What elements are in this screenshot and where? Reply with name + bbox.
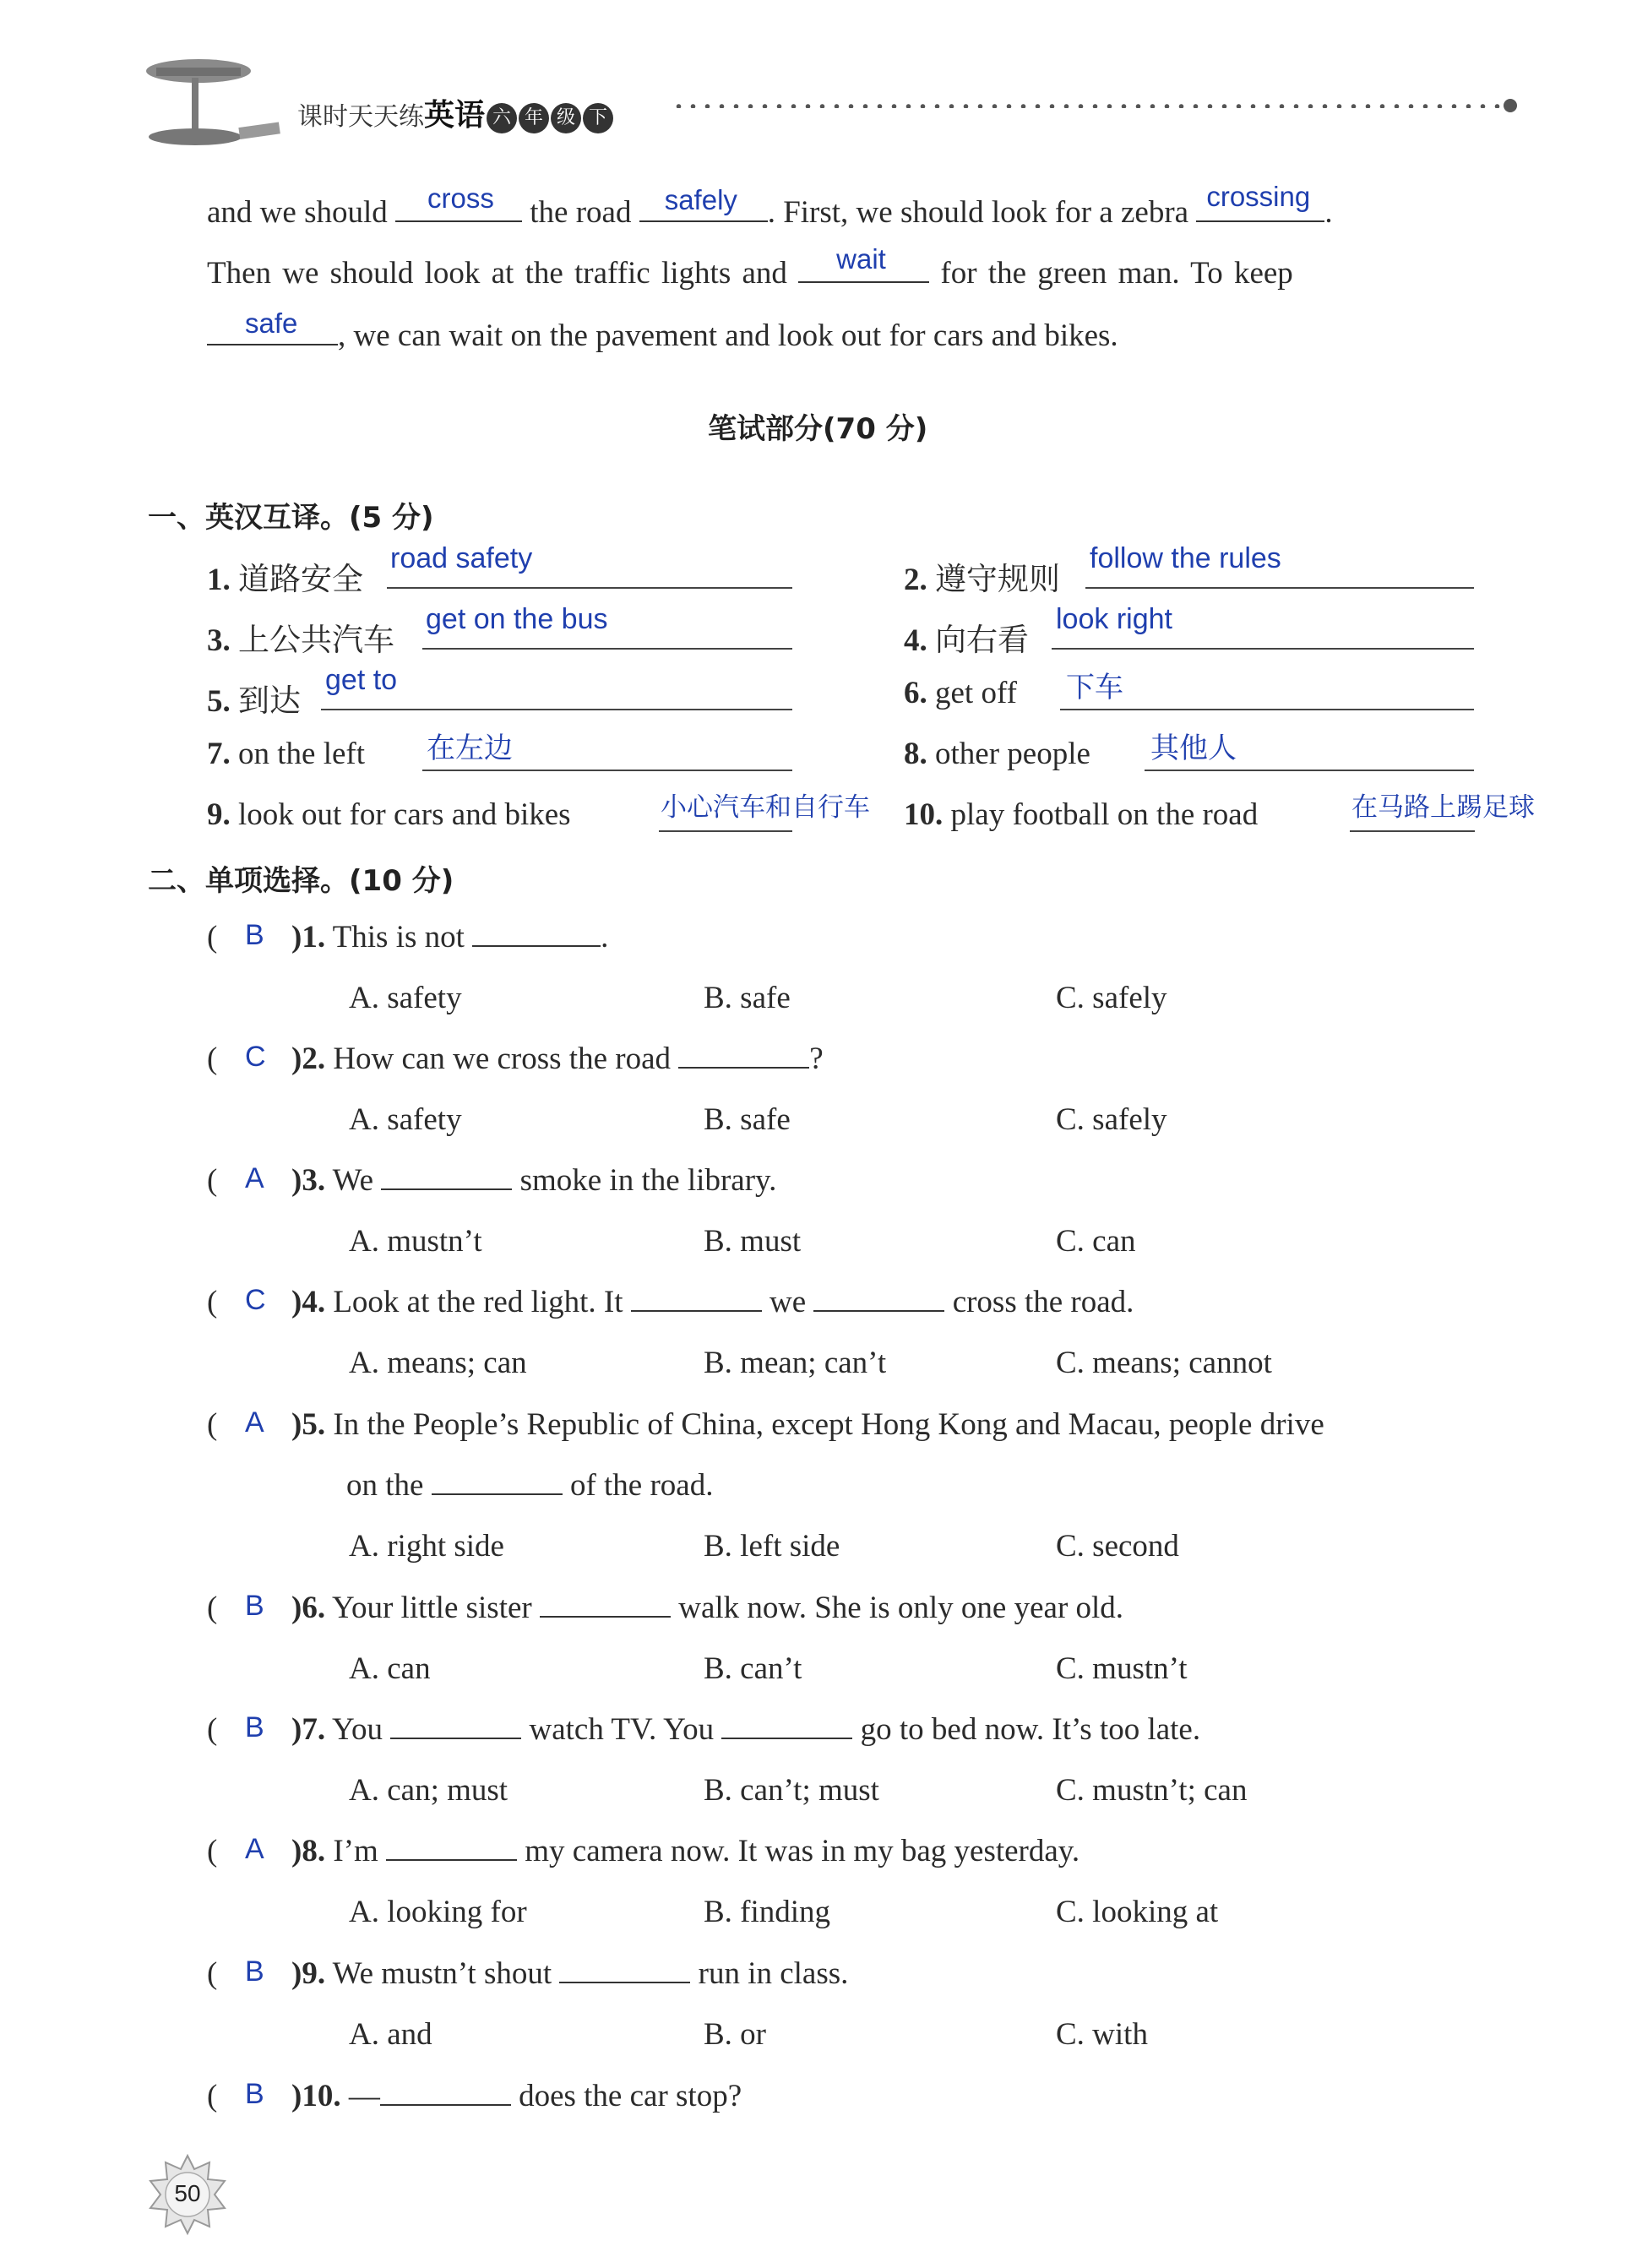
passage-line-3 [207,307,1118,354]
q2-option-b: B. safe [704,1102,791,1137]
q3-option-c: C. can [1056,1224,1136,1259]
q-number: )4. [291,1285,326,1319]
q3-stem [291,1162,776,1199]
item-4 [904,614,1029,660]
q3-option-b: B. must [704,1224,802,1259]
q2-paren: ( [207,1042,218,1076]
q5-answer: A [245,1406,264,1439]
q8-option-b: B. finding [704,1895,831,1929]
q-text: cross the road. [952,1285,1134,1319]
section2-title: 二、单项选择。(10 分) [148,864,454,898]
item-prompt: 道路安全 [238,561,363,597]
item-prompt: get off [935,676,1017,710]
q-text: You [331,1712,383,1747]
item-2-line [1085,587,1474,589]
item-8-line [1145,770,1474,771]
q6-answer: B [245,1590,264,1622]
item-number: 4. [904,623,927,658]
item-3-answer: get on the bus [426,603,608,635]
header-title-prefix: 课时天天练 [297,102,424,132]
q4-option-c: C. means; cannot [1056,1346,1272,1380]
item-prompt: look out for cars and bikes [238,797,571,832]
q8-stem [291,1833,1079,1869]
q-text: How can we cross the road [333,1042,671,1076]
q-text: Your little sister [331,1591,532,1625]
item-9-answer: 小心汽车和自行车 [661,792,870,822]
answer-wait: wait [836,243,886,275]
q-number: )10. [291,2079,341,2113]
q-number: )5. [291,1407,326,1442]
page-number-badge [145,2152,230,2237]
q6-stem [291,1590,1123,1626]
q-text: my camera now. It was in my bag yesterday. [525,1834,1080,1868]
item-number: 6. [904,676,927,710]
q3-option-a: A. mustn’t [349,1224,482,1259]
item-10-line [1350,830,1475,832]
header-title-subject: 英语 [424,98,486,133]
item-number: 1. [207,563,231,597]
q6-option-a: A. can [349,1651,431,1686]
q10-answer: B [245,2078,264,2110]
item-10 [904,797,1258,833]
q-text: of the road. [569,1468,714,1503]
answer-crossing: crossing [1206,181,1311,212]
item-2 [904,553,1060,599]
passage-text: Then we should look at the traffic lights and [207,256,787,291]
item-8-answer: 其他人 [1150,732,1237,764]
q-text: In the People’s Republic of China, except Hong Kong and Macau, people drive [333,1407,1324,1442]
item-prompt: on the left [238,737,366,771]
q1-option-a: A. safety [349,981,462,1015]
q4-option-b: B. mean; can’t [704,1346,887,1380]
q9-option-a: A. and [349,2017,432,2052]
q6-option-c: C. mustn’t [1056,1651,1188,1686]
q4-stem [291,1284,1134,1320]
q2-option-c: C. safely [1056,1102,1167,1137]
q8-option-c: C. looking at [1056,1895,1219,1929]
item-6-answer: 下车 [1066,672,1123,704]
section1-title: 一、英汉互译。(5 分) [148,501,434,535]
q9-stem [291,1955,848,1992]
q-text: smoke in the library. [519,1163,777,1198]
item-number: 8. [904,737,927,771]
item-7-answer: 在左边 [427,732,513,764]
item-number: 10. [904,797,944,832]
q8-option-a: A. looking for [349,1895,527,1929]
item-5 [207,675,301,721]
q7-option-c: C. mustn’t; can [1056,1773,1248,1808]
header-dotted-rule [672,103,1516,108]
q-number: )2. [291,1042,326,1076]
item-5-line [321,709,792,710]
q-text: run in class. [698,1956,849,1991]
q-text: We mustn’t shout [332,1956,552,1991]
q-number: )3. [291,1163,326,1198]
header-title [297,91,613,134]
q-text: . [601,920,609,955]
item-prompt: other people [935,737,1090,771]
q7-option-b: B. can’t; must [704,1773,879,1808]
q2-stem [291,1041,824,1077]
grade-char-4: 下 [583,103,613,133]
q5-stem-line2 [346,1467,713,1504]
item-2-answer: follow the rules [1090,542,1281,574]
q5-paren: ( [207,1407,218,1442]
passage-line-1 [207,181,1333,231]
grade-char-1: 六 [487,103,517,133]
passage-line-2 [207,243,1293,291]
passage-text: and we should [207,195,388,230]
passage-text: , we can wait on the pavement and look out for cars and bikes. [338,318,1118,353]
q2-answer: C [245,1041,266,1073]
item-number: 5. [207,684,231,719]
q-text: This is not [332,920,465,955]
q-text: we [769,1285,807,1319]
written-section-title: 笔试部分(70 分) [708,412,928,446]
item-3-line [422,648,792,650]
passage-text: for the green man. To keep [940,256,1293,291]
item-4-line [1052,648,1474,650]
q9-option-b: B. or [704,2017,766,2052]
item-3 [207,614,394,660]
q1-stem [291,919,608,955]
blank-safely [639,184,768,231]
q-text: watch TV. You [529,1712,715,1747]
answer-safe: safe [245,307,298,339]
q3-paren: ( [207,1163,218,1198]
q4-answer: C [245,1284,266,1316]
q1-paren: ( [207,920,218,955]
q3-answer: A [245,1162,264,1194]
q8-paren: ( [207,1834,218,1868]
item-9-line [659,830,792,832]
blank-crossing [1196,181,1324,231]
item-6-line [1060,709,1474,710]
passage-text: the road [530,195,632,230]
item-number: 9. [207,797,231,832]
q-text: Look at the red light. It [333,1285,623,1319]
blank-cross [395,182,522,231]
item-prompt: 到达 [238,683,301,719]
item-prompt: 遵守规则 [935,561,1060,597]
q-text: ? [809,1042,824,1076]
item-10-answer: 在马路上踢足球 [1351,792,1535,822]
q-number: )6. [291,1591,326,1625]
item-number: 7. [207,737,231,771]
q7-option-a: A. can; must [349,1773,508,1808]
q4-option-a: A. means; can [349,1346,527,1380]
q7-stem [291,1711,1200,1748]
q-number: )8. [291,1834,326,1868]
q8-answer: A [245,1833,264,1865]
passage-text: . First, we should look for a zebra [767,195,1189,230]
item-1 [207,553,363,599]
q7-paren: ( [207,1712,218,1747]
q2-option-a: A. safety [349,1102,462,1137]
q5-stem [291,1406,1324,1443]
q5-option-b: B. left side [704,1529,840,1564]
q4-paren: ( [207,1285,218,1319]
q-text: I’m [333,1834,378,1868]
item-number: 3. [207,623,231,658]
q-text: — [348,2079,380,2113]
item-5-answer: get to [325,664,398,696]
header-rule-end-dot [1504,99,1517,112]
item-7-line [422,770,792,771]
q-number: )7. [291,1712,326,1747]
q7-answer: B [245,1711,264,1743]
page-number: 50 [174,2180,201,2206]
item-number: 2. [904,563,927,597]
q9-option-c: C. with [1056,2017,1148,2052]
q6-paren: ( [207,1591,218,1625]
answer-cross: cross [427,182,494,214]
header-lamp-icon [139,52,283,150]
q-text: go to bed now. It’s too late. [860,1712,1201,1747]
item-1-answer: road safety [390,542,533,574]
grade-char-2: 年 [519,103,549,133]
q1-answer: B [245,919,264,951]
q10-paren: ( [207,2079,218,2113]
q10-stem [291,2078,742,2114]
grade-char-3: 级 [551,103,581,133]
q-text: walk now. She is only one year old. [678,1591,1124,1625]
q9-answer: B [245,1955,264,1988]
q-number: )1. [291,920,326,955]
passage-text: . [1324,195,1333,230]
answer-safely: safely [664,184,737,215]
item-prompt: 上公共汽车 [238,622,394,658]
blank-safe [207,307,338,354]
q5-option-a: A. right side [349,1529,504,1564]
item-7 [207,736,365,772]
q5-option-c: C. second [1056,1529,1179,1564]
q-number: )9. [291,1956,326,1991]
q6-option-b: B. can’t [704,1651,802,1686]
item-prompt: 向右看 [935,622,1029,658]
q9-paren: ( [207,1956,218,1991]
item-4-answer: look right [1056,603,1172,635]
q-text: does the car stop? [519,2079,742,2113]
q1-option-c: C. safely [1056,981,1167,1015]
item-6 [904,675,1017,711]
q-text: on the [346,1468,424,1503]
item-9 [207,797,571,833]
q1-option-b: B. safe [704,981,791,1015]
q-text: We [332,1163,374,1198]
blank-wait [798,243,929,291]
item-prompt: play football on the road [950,797,1259,832]
item-1-line [387,587,792,589]
item-8 [904,736,1090,772]
